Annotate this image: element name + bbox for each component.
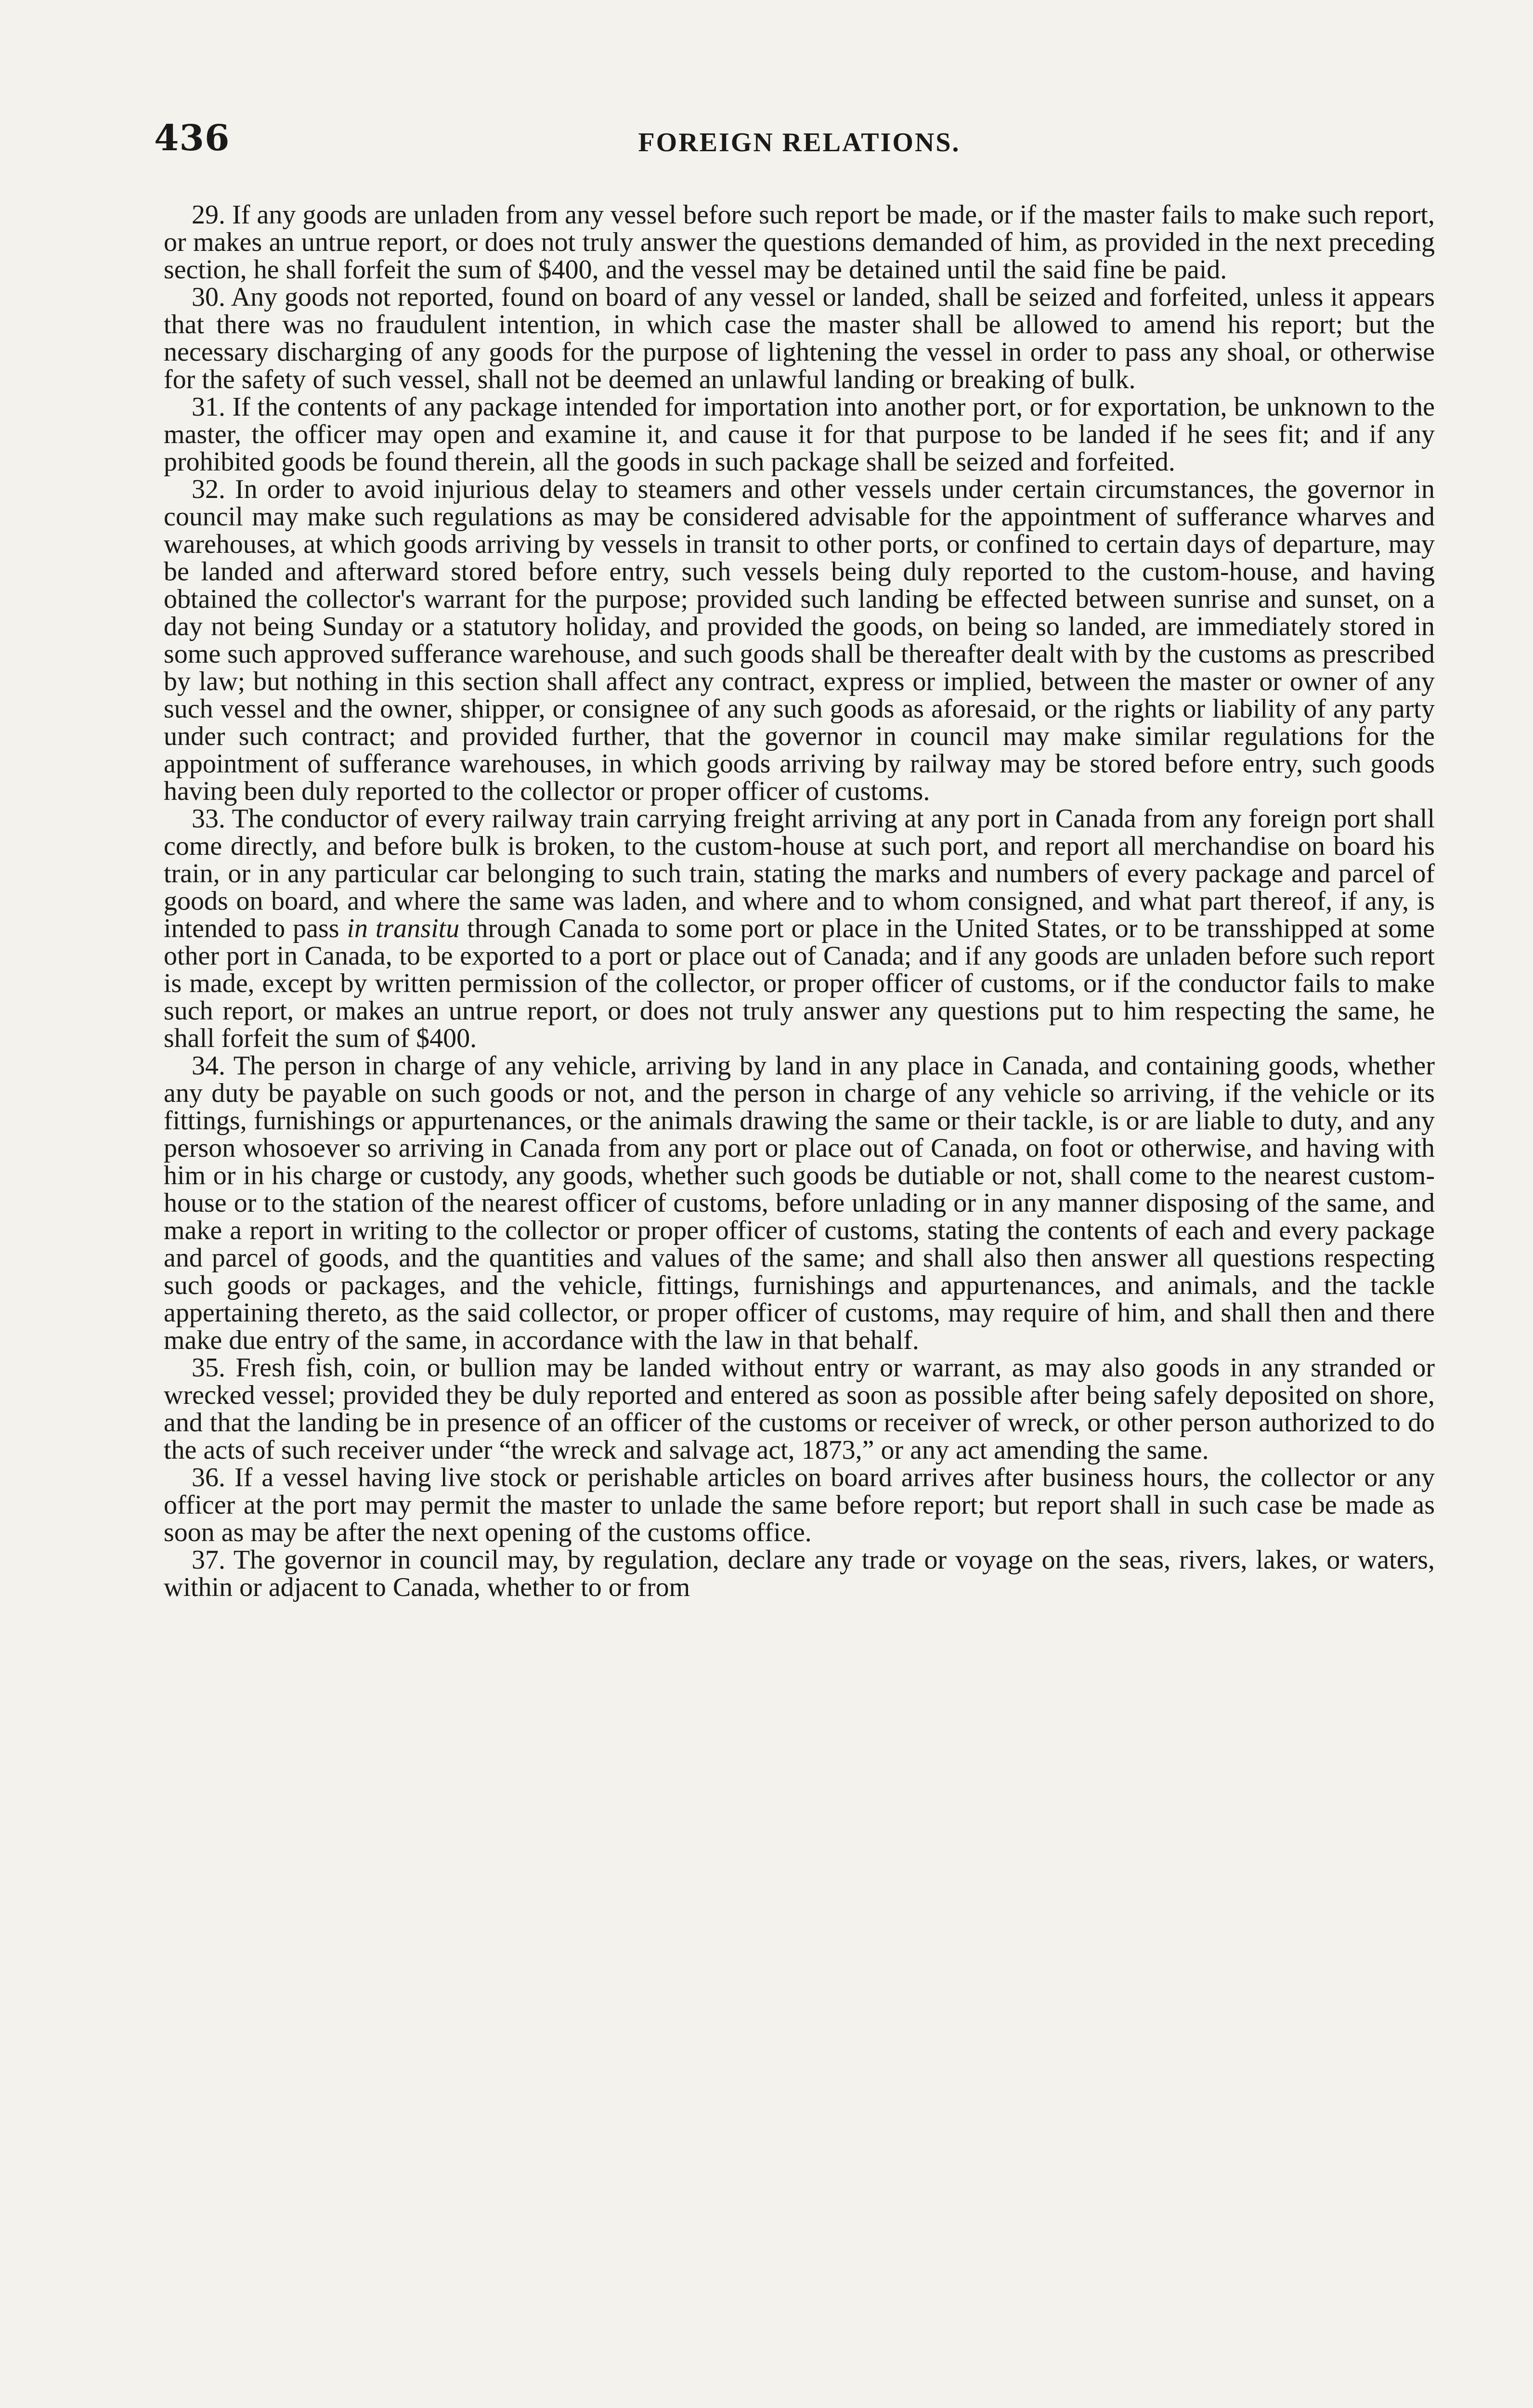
section-34: 34. The person in charge of any vehicle, arriving by land in any place in Canada, and containing goods, whether any duty be payable on such goods or not, and the person in charge of any vehicle so arriving, if the vehicle or its fittings, furnishings or appurtenances, or the animals drawing the same or their tackle, is or are liable to duty, and any person whosoever so arriving in Canada from any port or place out of Canada, on foot or otherwise, and having with him or in his charge or custody, any goods, whether such goods be dutiable or not, shall come to the nearest custom-house or to the station of the nearest officer of customs, before unlading or in any manner disposing of the same, and make a report in writing to the collector or proper officer of customs, stating the contents of each and every package and parcel of goods, and the quantities and values of the same; and shall also then answer all questions respecting such goods or packages, and the vehicle, fittings, furnishings and appurtenances, and animals, and the tackle appertaining thereto, as the said collector, or proper officer of customs, may require of him, and shall then and there make due entry of the same, in accordance with the law in that behalf. [164,1051,1435,1355]
section-36: 36. If a vessel having live stock or perishable articles on board arrives after business hours, the collector or any officer at the port may permit the master to unlade the same before report; but report shall in such case be made as soon as may be after the next opening of the customs office. [164,1463,1435,1547]
section-33-text-after: through Canada to some port or place in the United States, or to be transshipped at some other port in Canada, to be exported to a port or place out of Canada; and if any goods are unladen before such report is made, except by written permission of the collector, or proper officer of customs, or if the conductor fails to make such report, or makes an untrue report, or does not truly answer any questions put to him respecting the same, he shall forfeit the sum of $400. [164,914,1435,1053]
page-number: 436 [154,118,230,159]
section-33-text-before: 33. The conductor of every railway train carrying freight arriving at any port in Canada from any foreign port shall come directly, and before bulk is broken, to the custom-house at such port, and report all merchandise on board his train, or in any particular car belonging to such train, stating the marks and numbers of every package and parcel of goods on board, and where the same was laden, and where and to whom consigned, and what part thereof, if any, is intended to pass [164,804,1435,943]
section-37: 37. The governor in council may, by regulation, declare any trade or voyage on the seas, rivers, lakes, or waters, within or adjacent to Canada, whether to or from [164,1545,1435,1602]
body-text [164,201,1435,1601]
section-35: 35. Fresh fish, coin, or bullion may be landed without entry or warrant, as may also goods in any stranded or wrecked vessel; provided they be duly reported and entered as soon as possible after being safely deposited on shore, and that the landing be in presence of an officer of the customs or receiver of wreck, or other person authorized to do the acts of such receiver under “the wreck and salvage act, 1873,” or any act amending the same. [164,1353,1435,1465]
section-33-italic-term: in transitu [347,914,460,943]
page-header [154,118,1435,173]
section-30: 30. Any goods not reported, found on board of any vessel or landed, shall be seized and forfeited, unless it appears that there was no fraudulent intention, in which case the master shall be allowed to amend his report; but the necessary discharging of any goods for the purpose of lightening the vessel in order to pass any shoal, or otherwise for the safety of such vessel, shall not be deemed an unlawful landing or breaking of bulk. [164,282,1435,394]
section-32: 32. In order to avoid injurious delay to steamers and other vessels under certain circumstances, the governor in council may make such regulations as may be considered advisable for the appointment of sufferance wharves and warehouses, at which goods arriving by vessels in transit to other ports, or confined to certain days of departure, may be landed and afterward stored before entry, such vessels being duly reported to the custom-house, and having obtained the collector's warrant for the purpose; provided such landing be effected between sunrise and sunset, on a day not being Sunday or a statutory holiday, and provided the goods, on being so landed, are immediately stored in some such approved sufferance warehouse, and such goods shall be thereafter dealt with by the customs as prescribed by law; but nothing in this section shall affect any contract, express or implied, between the master or owner of any such vessel and the owner, shipper, or consignee of any such goods as aforesaid, or the rights or liability of any party under such contract; and provided further, that the governor in council may make similar regulations for the appointment of sufferance warehouses, in which goods arriving by railway may be stored before entry, such goods having been duly reported to the collector or proper officer of customs. [164,474,1435,806]
running-head: FOREIGN RELATIONS. [638,128,961,157]
section-33 [164,805,1435,1052]
document-page [154,118,1435,2408]
section-29: 29. If any goods are unladen from any vessel before such report be made, or if the master fails to make such report, or makes an untrue report, or does not truly answer the questions demanded of him, as provided in the next preceding section, he shall forfeit the sum of $400, and the vessel may be detained until the said fine be paid. [164,200,1435,285]
section-31: 31. If the contents of any package intended for importation into another port, or for exportation, be unknown to the master, the officer may open and examine it, and cause it for that purpose to be landed if he sees fit; and if any prohibited goods be found therein, all the goods in such package shall be seized and forfeited. [164,392,1435,477]
